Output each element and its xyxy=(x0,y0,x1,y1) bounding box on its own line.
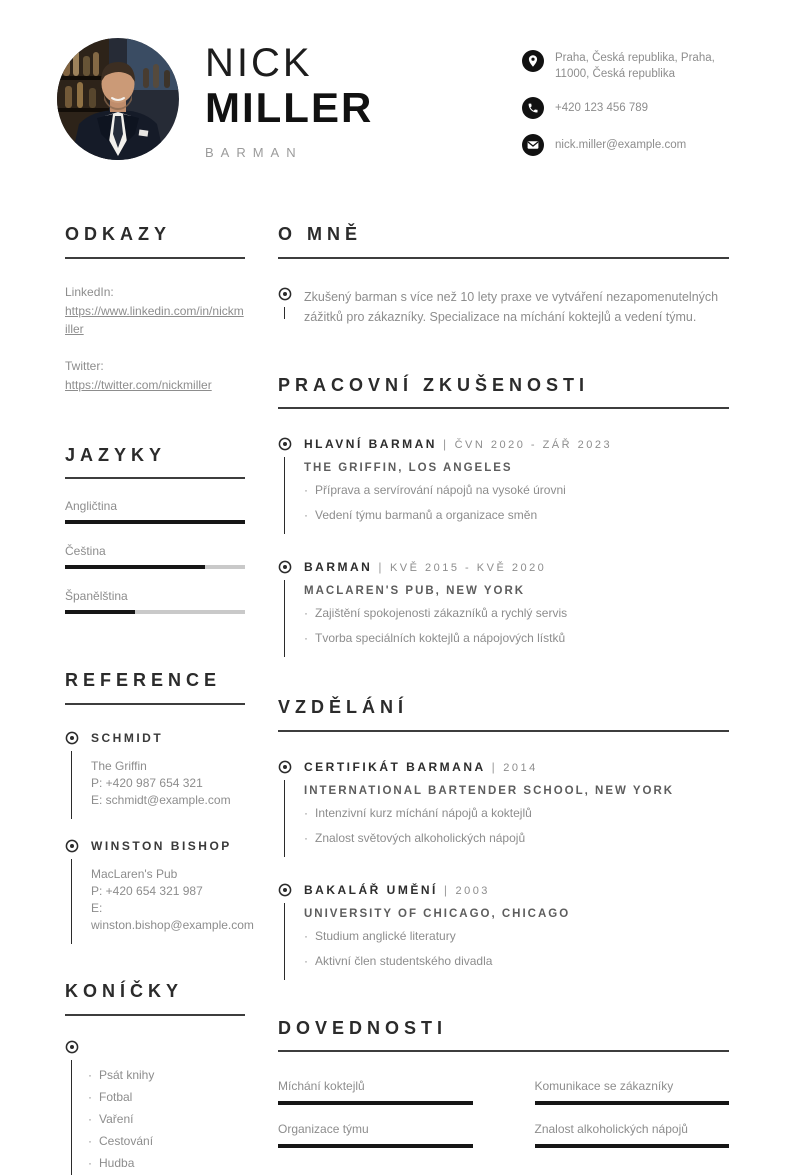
linkedin-link[interactable]: https://www.linkedin.com/in/nickmiller xyxy=(65,303,244,336)
references-heading: REFERENCE xyxy=(65,670,245,705)
experience-entry xyxy=(278,560,729,655)
skills-grid xyxy=(278,1079,729,1165)
education-degree: CERTIFIKÁT BARMANA xyxy=(304,759,486,774)
education-bullet: · Studium anglické literatury xyxy=(304,928,456,943)
timeline-line xyxy=(284,307,285,319)
section-experience xyxy=(278,375,729,656)
timeline-bullet-icon xyxy=(278,760,292,774)
skills-heading: DOVEDNOSTI xyxy=(278,1018,729,1053)
timeline-line xyxy=(71,1060,72,1175)
bullet-dot: · xyxy=(304,928,308,943)
reference-name: WINSTON BISHOP xyxy=(91,838,232,853)
experience-heading: PRACOVNÍ ZKUŠENOSTI xyxy=(278,375,729,410)
bullet-dot: · xyxy=(304,953,308,968)
education-degree: BAKALÁŘ UMĚNÍ xyxy=(304,882,438,897)
bullet-dot: · xyxy=(304,483,308,498)
bullet-dot: · xyxy=(304,805,308,820)
experience-role: HLAVNÍ BARMAN xyxy=(304,437,437,452)
skill-name: Organizace týmu xyxy=(278,1122,369,1137)
timeline-bullet-icon xyxy=(278,560,292,574)
skill-name: Komunikace se zákazníky xyxy=(534,1079,674,1094)
main-content xyxy=(0,224,794,1175)
timeline-line xyxy=(284,780,285,857)
languages-heading: JAZYKY xyxy=(65,445,245,480)
hobby-list xyxy=(88,1040,245,1175)
section-about xyxy=(278,224,729,327)
education-period: 2014 xyxy=(503,761,538,774)
links-heading: ODKAZY xyxy=(65,224,245,259)
link-label: LinkedIn: xyxy=(65,284,114,299)
skill-name: Znalost alkoholických nápojů xyxy=(534,1122,688,1137)
education-entry xyxy=(278,760,729,855)
header xyxy=(0,0,794,171)
experience-entry xyxy=(278,437,729,532)
education-bullet: · Znalost světových alkoholických nápojů xyxy=(304,830,526,845)
language-item xyxy=(65,589,245,614)
left-column xyxy=(65,224,254,1175)
contact-address: Praha, Česká republika, Praha, 11000, Česká republika xyxy=(555,52,715,80)
experience-role: BARMAN xyxy=(304,560,373,575)
section-education xyxy=(278,697,729,978)
bullet-dot: · xyxy=(304,606,308,621)
skill-item xyxy=(278,1079,473,1105)
language-level-bar xyxy=(65,610,245,614)
reference-phone: P: +420 654 321 987 xyxy=(91,883,203,898)
education-bullet: · Intenzivní kurz míchání nápojů a koktejlů xyxy=(304,805,532,820)
hobby-item: · Cestování xyxy=(88,1134,154,1149)
bullet-dot: · xyxy=(88,1089,92,1104)
about-entry xyxy=(278,287,729,327)
reference-details xyxy=(91,758,245,809)
timeline-bullet-icon xyxy=(278,287,292,301)
reference-phone: P: +420 987 654 321 xyxy=(91,775,203,790)
skill-level-bar xyxy=(535,1101,730,1105)
link-item-linkedin xyxy=(65,285,245,338)
language-name: Čeština xyxy=(65,544,106,559)
experience-bullet: · Tvorba speciálních koktejlů a nápojových lístků xyxy=(304,631,566,646)
job-title: BARMAN xyxy=(205,145,303,161)
language-level-bar xyxy=(65,565,245,569)
separator: | xyxy=(378,560,384,575)
timeline-bullet-icon xyxy=(278,883,292,897)
hobby-item: · Psát knihy xyxy=(88,1067,155,1082)
reference-entry xyxy=(65,731,245,809)
hobbies-entry xyxy=(65,1040,245,1175)
right-column xyxy=(278,224,729,1175)
hobbies-heading: KONÍČKY xyxy=(65,981,245,1016)
hobby-item: · Vaření xyxy=(88,1112,134,1126)
reference-email: E: schmidt@example.com xyxy=(91,792,231,807)
reference-name: SCHMIDT xyxy=(91,730,164,745)
separator: | xyxy=(442,437,449,452)
skill-level-bar xyxy=(535,1144,730,1148)
education-school: UNIVERSITY OF CHICAGO, CHICAGO xyxy=(304,907,571,920)
skill-item xyxy=(535,1079,730,1105)
language-item xyxy=(65,544,245,569)
timeline-bullet-icon xyxy=(65,839,79,853)
section-skills xyxy=(278,1018,729,1166)
location-pin-icon xyxy=(522,50,544,72)
experience-bullet: · Příprava a servírování nápojů na vysoké úrovni xyxy=(304,483,566,498)
bullet-dot: · xyxy=(88,1134,92,1149)
timeline-line xyxy=(71,751,72,819)
contact-phone: +420 123 456 789 xyxy=(555,102,649,115)
education-entry xyxy=(278,883,729,978)
section-languages xyxy=(65,445,245,615)
language-item xyxy=(65,499,245,524)
reference-company: The Griffin xyxy=(91,758,147,773)
bullet-dot: · xyxy=(304,631,308,646)
timeline-line xyxy=(284,580,285,657)
contact-address-row xyxy=(522,50,734,82)
reference-email: E: winston.bishop@example.com xyxy=(91,900,254,932)
section-hobbies xyxy=(65,981,245,1175)
skill-item xyxy=(535,1122,730,1148)
contact-block xyxy=(522,50,734,171)
experience-bullet: · Zajištění spokojenosti zákazníků a rychlý servis xyxy=(304,606,568,621)
reference-company: MacLaren's Pub xyxy=(91,866,178,881)
profile-photo-illustration xyxy=(57,38,179,160)
skill-item xyxy=(278,1122,473,1148)
separator: | xyxy=(491,759,498,774)
bullet-dot: · xyxy=(304,508,308,523)
link-label: Twitter: xyxy=(65,358,104,373)
separator: | xyxy=(443,882,450,897)
link-item-twitter xyxy=(65,359,245,394)
phone-icon xyxy=(522,97,544,119)
twitter-link[interactable]: https://twitter.com/nickmiller xyxy=(65,377,212,392)
language-name: Angličtina xyxy=(65,499,118,514)
name-block xyxy=(205,42,522,171)
contact-email: nick.miller@example.com xyxy=(555,139,687,152)
hobby-item: · Fotbal xyxy=(88,1089,133,1104)
about-text: Zkušený barman s více než 10 lety praxe ve vytváření nezapomenutelných zážitků pro zákazníky. Specializace na míchání koktejlů a vedení týmu. xyxy=(304,289,719,324)
language-level-bar xyxy=(65,520,245,524)
last-name: MILLER xyxy=(205,84,374,131)
timeline-line xyxy=(284,903,285,980)
hobby-item: · Hudba xyxy=(88,1156,135,1171)
section-references xyxy=(65,670,254,934)
timeline-line xyxy=(284,457,285,534)
timeline-bullet-icon xyxy=(65,1040,79,1054)
skill-level-bar xyxy=(278,1144,473,1148)
language-name: Španělština xyxy=(65,589,128,604)
education-school: INTERNATIONAL BARTENDER SCHOOL, NEW YORK xyxy=(304,784,675,797)
skill-level-bar xyxy=(278,1101,473,1105)
section-links xyxy=(65,224,245,394)
experience-bullet: · Vedení týmu barmanů a organizace směn xyxy=(304,508,538,523)
timeline-bullet-icon xyxy=(278,437,292,451)
skill-name: Míchání koktejlů xyxy=(278,1079,365,1094)
experience-period: KVĚ 2015 - KVĚ 2020 xyxy=(389,562,547,575)
first-name: NICK xyxy=(205,41,313,85)
bullet-dot: · xyxy=(88,1112,92,1126)
experience-company: MACLAREN'S PUB, NEW YORK xyxy=(304,585,526,598)
experience-company: THE GRIFFIN, LOS ANGELES xyxy=(304,462,513,475)
experience-period: ČVN 2020 - ZÁŘ 2023 xyxy=(454,439,613,452)
contact-email-row xyxy=(522,134,734,156)
email-icon xyxy=(522,134,544,156)
education-period: 2003 xyxy=(455,884,490,897)
bullet-dot: · xyxy=(88,1156,92,1171)
education-heading: VZDĚLÁNÍ xyxy=(278,697,729,732)
about-heading: O MNĚ xyxy=(278,224,729,259)
reference-details xyxy=(91,866,254,934)
timeline-bullet-icon xyxy=(65,731,79,745)
bullet-dot: · xyxy=(88,1067,92,1082)
timeline-line xyxy=(71,859,72,944)
reference-entry xyxy=(65,838,254,934)
contact-phone-row xyxy=(522,97,734,119)
bullet-dot: · xyxy=(304,830,308,845)
profile-photo xyxy=(57,38,179,160)
education-bullet: · Aktivní člen studentského divadla xyxy=(304,953,493,968)
